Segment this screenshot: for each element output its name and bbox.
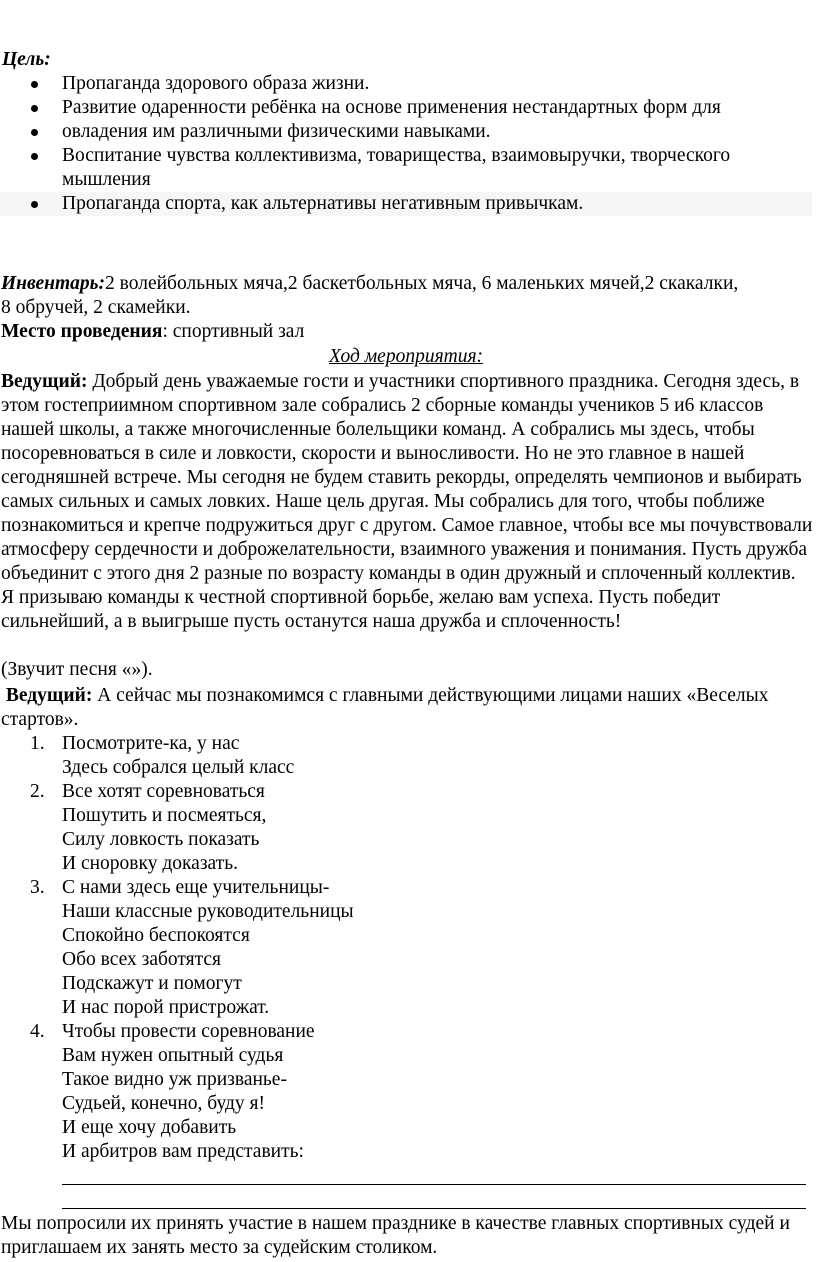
- inventory-label: Инвентарь:: [1, 273, 106, 294]
- goal-item: овладения им различными физическими навыками.: [0, 120, 812, 144]
- poem-line: И нас порой пристрожат.: [62, 997, 270, 1018]
- poem-line: Чтобы провести соревнование: [62, 1021, 315, 1042]
- bullet-icon: [31, 81, 38, 88]
- goal-heading: Цель:: [2, 49, 51, 70]
- poem-line: И сноровку доказать.: [62, 853, 238, 874]
- poem-line: Спокойно беспокоятся: [62, 925, 250, 946]
- bullet-icon: [31, 129, 38, 136]
- poem-line: Пошутить и посмеяться,: [62, 805, 267, 826]
- host-label: Ведущий:: [5, 685, 93, 706]
- inventory-text-cont: 8 обручей, 2 скамейки.: [1, 297, 191, 318]
- bullet-icon: [31, 201, 38, 208]
- poem-stanza: [0, 876, 812, 1020]
- event-course-title: Ход мероприятия:: [328, 346, 484, 367]
- stanza-number: 3.: [30, 877, 45, 898]
- poem-stanza: [0, 732, 812, 780]
- poem-line: Такое видно уж призванье-: [62, 1069, 287, 1090]
- goal-item: Пропаганда здорового образа жизни.: [0, 72, 812, 96]
- host-second-text: А сейчас мы познакомимся с главными действующими лицами наших «Веселых стартов».: [1, 685, 769, 730]
- poem-line: Подскажут и помогут: [62, 973, 242, 994]
- poem-list: [0, 732, 812, 1164]
- poem-line: Силу ловкость показать: [62, 829, 260, 850]
- blank-line: [62, 1208, 806, 1209]
- host-second-paragraph: [1, 684, 791, 732]
- poem-line: Здесь собрался целый класс: [62, 757, 295, 778]
- poem-line: Все хотят соревноваться: [62, 781, 265, 802]
- bullet-icon: [31, 105, 38, 112]
- poem-line: Вам нужен опытный судья: [62, 1045, 284, 1066]
- goal-item: Пропаганда спорта, как альтернативы негативным привычкам.: [0, 192, 812, 216]
- inventory-text: 2 волейбольных мяча,2 баскетбольных мяча, 6 маленьких мячей,2 скакалки,: [105, 273, 739, 294]
- poem-stanza: [0, 780, 812, 876]
- poem-line: И еще хочу добавить: [62, 1117, 237, 1138]
- song-note: (Звучит песня «»).: [1, 659, 153, 680]
- host-intro-paragraph: [1, 370, 813, 634]
- poem-line: С нами здесь еще учительницы-: [62, 877, 330, 898]
- poem-line: И арбитров вам представить:: [62, 1141, 304, 1162]
- goal-item: Развитие одаренности ребёнка на основе применения нестандартных форм для: [0, 96, 812, 120]
- bullet-icon: [31, 153, 38, 160]
- closing-paragraph: Мы попросили их принять участие в нашем празднике в качестве главных спортивных судей и приглашаем их занять место за судейским столиком.: [1, 1213, 790, 1258]
- stanza-number: 4.: [30, 1021, 45, 1042]
- blank-line: [62, 1184, 806, 1185]
- host-intro-text: Добрый день уважаемые гости и участники спортивного праздника. Сегодня здесь, в этом гостеприимном спортивном зале собрались 2 сборные команды учеников 5 и6 классов нашей школы, а также многочисленные болельщики команд. А собрались мы здесь, чтобы посоревноваться в силе и ловкости, скорости и выносливости. Но не это главное в нашей сегодняшней встрече. Мы сегодня не будем ставить рекорды, определять чемпионов и выбирать самых сильных и самых ловких. Наше цель другая. Мы собрались для того, чтобы поближе познакомиться и крепче подружиться друг с другом. Самое главное, чтобы все мы почувствовали атмосферу сердечности и доброжелательности, взаимного уважения и понимания. Пусть дружба объединит с этого дня 2 разные по возрасту команды в один дружный и сплоченный коллектив. Я призываю команды к честной спортивной борьбе, желаю вам успеха. Пусть победит сильнейший, а в выигрыше пусть останутся наша дружба и сплоченность!: [1, 371, 813, 632]
- poem-stanza: [0, 1020, 812, 1164]
- inventory-paragraph: [1, 272, 813, 320]
- venue-paragraph: [1, 320, 813, 344]
- venue-label: Место проведения: [1, 321, 163, 342]
- host-label: Ведущий:: [1, 371, 88, 392]
- goal-list: [0, 72, 812, 216]
- poem-line: Посмотрите-ка, у нас: [62, 733, 240, 754]
- venue-text: : спортивный зал: [162, 321, 305, 342]
- stanza-number: 2.: [30, 781, 45, 802]
- goal-item: Воспитание чувства коллективизма, товарищества, взаимовыручки, творческого мышления: [0, 144, 812, 192]
- poem-line: Судьей, конечно, буду я!: [62, 1093, 265, 1114]
- poem-line: Наши классные руководительницы: [62, 901, 354, 922]
- poem-line: Обо всех заботятся: [62, 949, 222, 970]
- stanza-number: 1.: [30, 733, 45, 754]
